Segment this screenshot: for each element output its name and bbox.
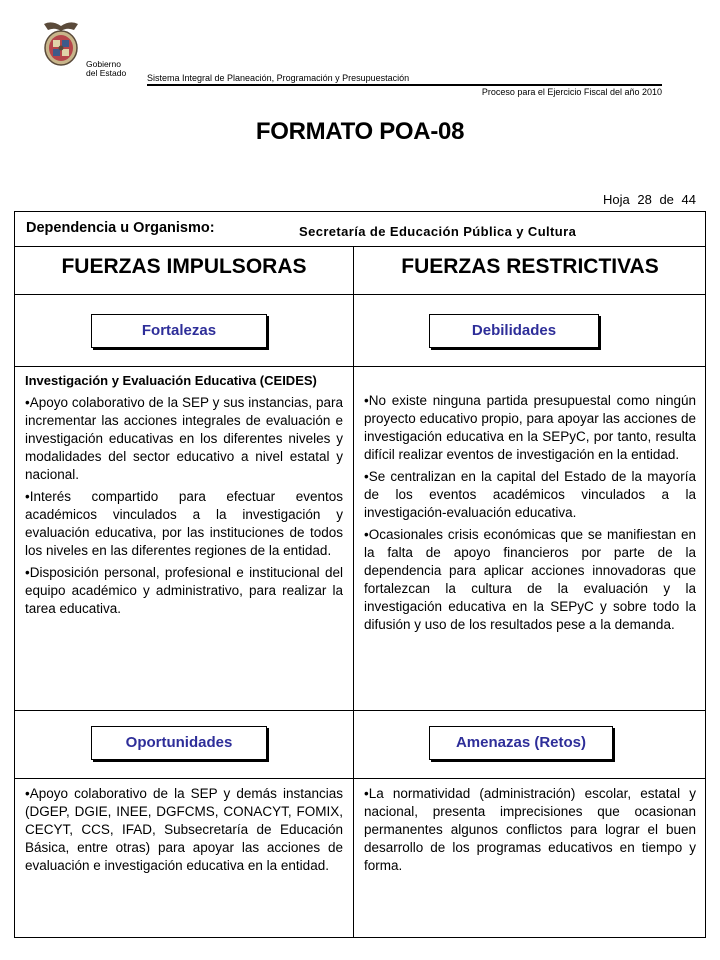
dependency-value: Secretaría de Educación Pública y Cultura [299,224,577,239]
weaknesses-cell [364,392,696,638]
header-divider [147,84,662,86]
forces-header-row [15,247,705,295]
strengths-cell [25,372,343,622]
opportunity-item: •Apoyo colaborativo de la SEP y demás instancias (DGEP, DGIE, INEE, DGFCMS, CONACYT, FOMIX, CECYT, CCS, IFAD, Subsecretaría de Educación Básica, entre otras) para apoyar las acciones de evaluación e investigación educativa en la entidad. [25,786,343,873]
page-label: Hoja [602,192,630,207]
opportunities-threats-content-row [15,779,705,937]
opportunities-cell [25,785,343,879]
system-title: Sistema Integral de Planeación, Programación y Presupuestación [147,73,410,83]
page-total: 44 [681,192,696,207]
strengths-heading: Investigación y Evaluación Educativa (CEIDES) [25,373,317,388]
page-header [0,0,720,110]
opportunities-threats-label-row [15,711,705,779]
document-title: FORMATO POA-08 [255,118,465,145]
strength-item: •Disposición personal, profesional e institucional del equipo académico y administrativo, para realizar la tarea educativa. [25,565,343,616]
opportunities-label: Oportunidades [91,726,267,760]
page-of-label: de [659,192,674,207]
weakness-item: •Se centralizan en la capital del Estado de la mayoría de los eventos académicos vinculados a la investigación-evaluación educativa. [364,469,696,520]
state-seal-icon [36,18,86,68]
process-title: Proceso para el Ejercicio Fiscal del año 2010 [481,87,662,97]
threat-item: •La normatividad (administración) escolar, estatal y nacional, presenta imprecisiones que ocasionan permanentes algunos conflictos para lograr el buen desarrollo de los programas educativos en tiempo y forma. [364,786,696,873]
page-counter [599,192,696,207]
weakness-item: •No existe ninguna partida presupuestal como ningún proyecto educativo propio, para apoyar las acciones de investigación educativa en la SEPyC, por tanto, resulta difícil realizar eventos de investigación en la entidad. [364,393,696,462]
strengths-weaknesses-content-row [15,367,705,711]
strengths-label: Fortalezas [91,314,267,348]
threats-cell [364,785,696,879]
driving-forces-heading: FUERZAS IMPULSORAS [61,255,307,278]
weaknesses-label: Debilidades [429,314,599,348]
strengths-weaknesses-label-row [15,295,705,367]
weakness-item: •Ocasionales crisis económicas que se manifiestan en la falta de apoyo financieros por parte de la dependencia para aplicar acciones innovadoras que fortalezcan la cultura de la evaluación y la investigación educativa en la SEPyC y sobre todo la difusión y uso de los resultados pese a la demanda. [364,527,696,632]
strength-item: •Interés compartido para efectuar eventos académicos vinculados a la investigación y evaluación educativa, por las instituciones de todos los niveles en las diferentes regiones de la entidad. [25,489,343,558]
column-divider [353,247,354,937]
dependency-label: Dependencia u Organismo: [26,220,215,236]
swot-table [14,211,706,938]
government-label: Gobierno del Estado [86,59,127,78]
strength-item: •Apoyo colaborativo de la SEP y sus instancias, para incrementar las acciones integrales de evaluación e investigación educativas en los diferentes niveles y modalidades del sector educativo a nivel estatal y nacional. [25,395,343,482]
dependency-row [15,212,705,247]
page-number: 28 [637,192,652,207]
threats-label: Amenazas (Retos) [429,726,613,760]
restrictive-forces-heading: FUERZAS RESTRICTIVAS [401,255,659,278]
